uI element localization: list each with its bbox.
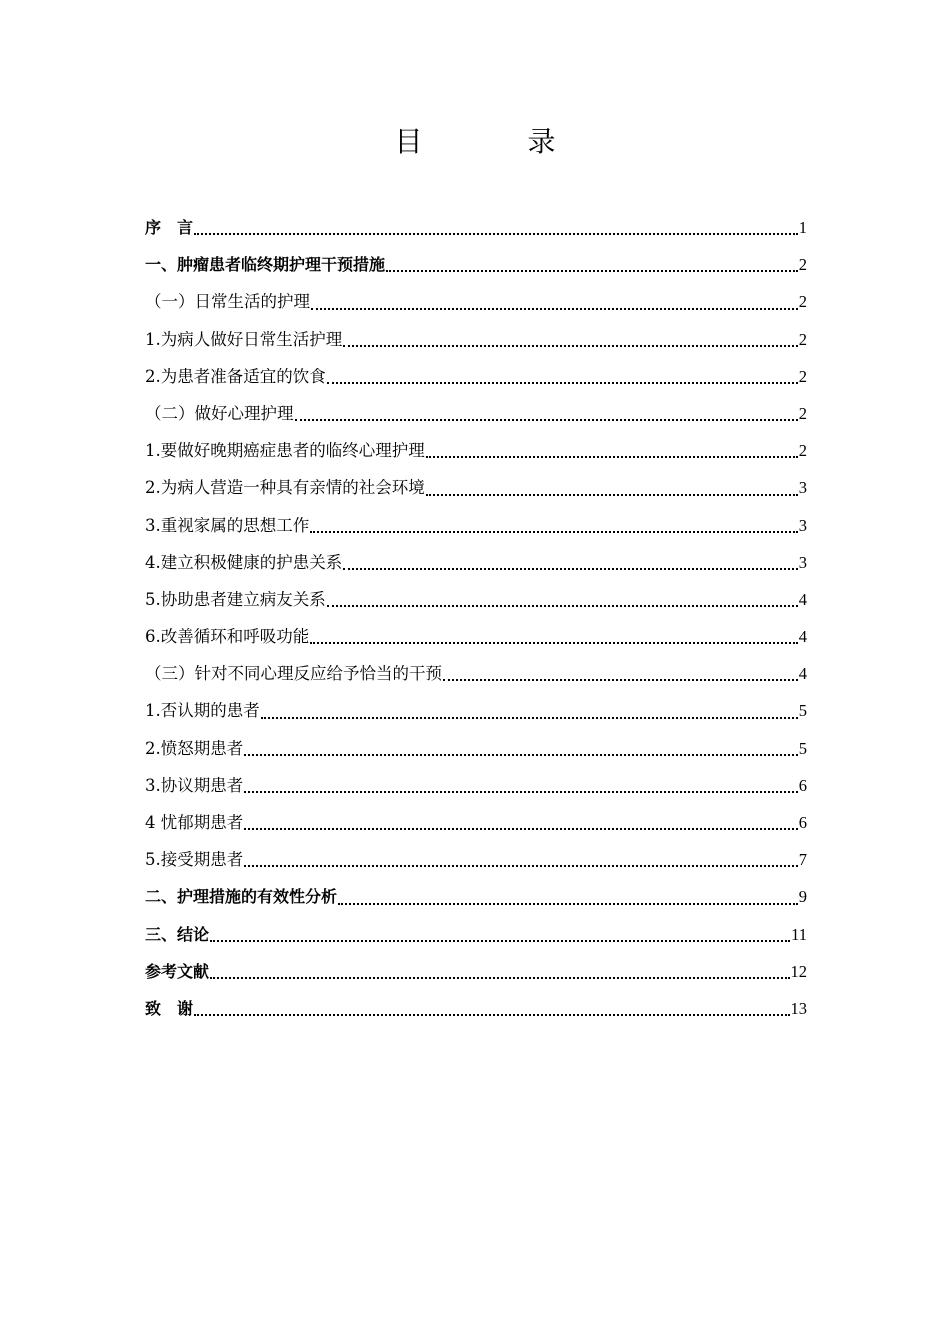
toc-entry-label: 5.协助患者建立病友关系 (145, 589, 326, 609)
toc-entry-label: 一、肿瘤患者临终期护理干预措施 (145, 255, 386, 275)
toc-entry-label: 二、护理措施的有效性分析 (145, 887, 338, 907)
toc-entry-label: 三、结论 (145, 924, 210, 944)
toc-entry[interactable] (145, 395, 807, 432)
toc-entry[interactable] (145, 321, 807, 358)
toc-entry[interactable] (145, 916, 807, 953)
toc-entry[interactable] (145, 730, 807, 767)
toc-dot-leader (343, 345, 798, 347)
toc-dot-leader (338, 903, 798, 905)
toc-dot-leader (210, 940, 790, 942)
toc-entry-page-number: 6 (798, 813, 807, 832)
toc-entry-label: 1.否认期的患者 (145, 701, 260, 721)
toc-entry[interactable] (145, 581, 807, 618)
toc-entry-label: （二）做好心理护理 (145, 403, 294, 423)
toc-entry[interactable] (145, 841, 807, 878)
toc-dot-leader (443, 679, 798, 681)
toc-entry-page-number: 11 (791, 924, 807, 944)
toc-entry-label: 4 忧郁期患者 (145, 813, 244, 832)
toc-entry[interactable] (145, 283, 807, 320)
toc-entry-label: 序 言 (145, 218, 194, 237)
toc-dot-leader (327, 382, 798, 384)
toc-entry-page-number: 12 (790, 961, 807, 981)
toc-entry-label: 2.为患者准备适宜的饮食 (145, 366, 326, 386)
toc-entry-page-number: 2 (798, 292, 807, 312)
toc-dot-leader (343, 568, 798, 570)
toc-dot-leader (261, 717, 798, 719)
toc-entry[interactable] (145, 618, 807, 655)
toc-dot-leader (426, 456, 798, 458)
toc-entry-label: 3.重视家属的思想工作 (145, 515, 310, 535)
toc-entry-page-number: 4 (798, 589, 807, 609)
toc-entry-page-number: 1 (798, 218, 807, 237)
toc-entry-page-number: 2 (798, 329, 807, 349)
toc-entry-page-number: 3 (798, 552, 807, 572)
toc-entry[interactable] (145, 432, 807, 469)
toc-entry-label: 2.愤怒期患者 (145, 738, 244, 758)
toc-entry-label: （一）日常生活的护理 (145, 292, 310, 312)
toc-entry[interactable] (145, 804, 807, 841)
toc-entry-page-number: 5 (798, 738, 807, 758)
toc-dot-leader (386, 270, 798, 272)
toc-entry-page-number: 5 (798, 701, 807, 721)
toc-entry-page-number: 3 (798, 515, 807, 535)
toc-entry[interactable] (145, 507, 807, 544)
toc-entry[interactable] (145, 246, 807, 283)
toc-dot-leader (194, 233, 798, 235)
toc-entry-label: 3.协议期患者 (145, 775, 244, 795)
toc-entry-label: 4.建立积极健康的护患关系 (145, 552, 343, 572)
toc-entry[interactable] (145, 655, 807, 692)
toc-entry[interactable] (145, 990, 807, 1027)
toc-dot-leader (210, 977, 789, 979)
toc-dot-leader (244, 865, 798, 867)
toc-entry-label: 6.改善循环和呼吸功能 (145, 627, 310, 647)
toc-entry-page-number: 7 (798, 850, 807, 870)
toc-entry[interactable] (145, 692, 807, 729)
toc-entry[interactable] (145, 767, 807, 804)
page-title: 目 录 (394, 125, 604, 158)
toc-dot-leader (310, 531, 798, 533)
toc-entry[interactable] (145, 358, 807, 395)
toc-entry-page-number: 2 (798, 366, 807, 386)
toc-dot-leader (244, 828, 798, 830)
toc-dot-leader (311, 308, 798, 310)
toc-dot-leader (244, 791, 798, 793)
toc-entry-label: 致 谢 (145, 998, 194, 1018)
toc-entry-label: 参考文献 (145, 961, 210, 981)
toc-dot-leader (327, 605, 798, 607)
toc-entry[interactable] (145, 878, 807, 915)
toc-dot-leader (310, 642, 798, 644)
toc-entry-page-number: 9 (798, 887, 807, 907)
toc-dot-leader (295, 419, 798, 421)
toc-entry-label: 1.要做好晚期癌症患者的临终心理护理 (145, 441, 425, 461)
toc-entry-page-number: 4 (798, 664, 807, 684)
toc-entry[interactable] (145, 953, 807, 990)
table-of-contents (145, 209, 807, 1027)
toc-entry[interactable] (145, 209, 807, 246)
toc-entry-label: 2.为病人营造一种具有亲情的社会环境 (145, 478, 425, 498)
toc-entry-page-number: 2 (798, 441, 807, 461)
toc-entry-page-number: 3 (798, 478, 807, 498)
toc-dot-leader (244, 754, 798, 756)
toc-entry-label: （三）针对不同心理反应给予恰当的干预 (145, 664, 442, 684)
toc-dot-leader (194, 1014, 789, 1016)
toc-entry-label: 5.接受期患者 (145, 850, 244, 870)
toc-entry-page-number: 2 (798, 255, 807, 275)
toc-entry[interactable] (145, 469, 807, 506)
toc-entry-page-number: 2 (798, 403, 807, 423)
toc-dot-leader (426, 494, 798, 496)
toc-entry-page-number: 6 (798, 775, 807, 795)
toc-entry[interactable] (145, 544, 807, 581)
toc-entry-label: 1.为病人做好日常生活护理 (145, 329, 343, 349)
toc-entry-page-number: 13 (790, 998, 807, 1018)
toc-entry-page-number: 4 (798, 627, 807, 647)
